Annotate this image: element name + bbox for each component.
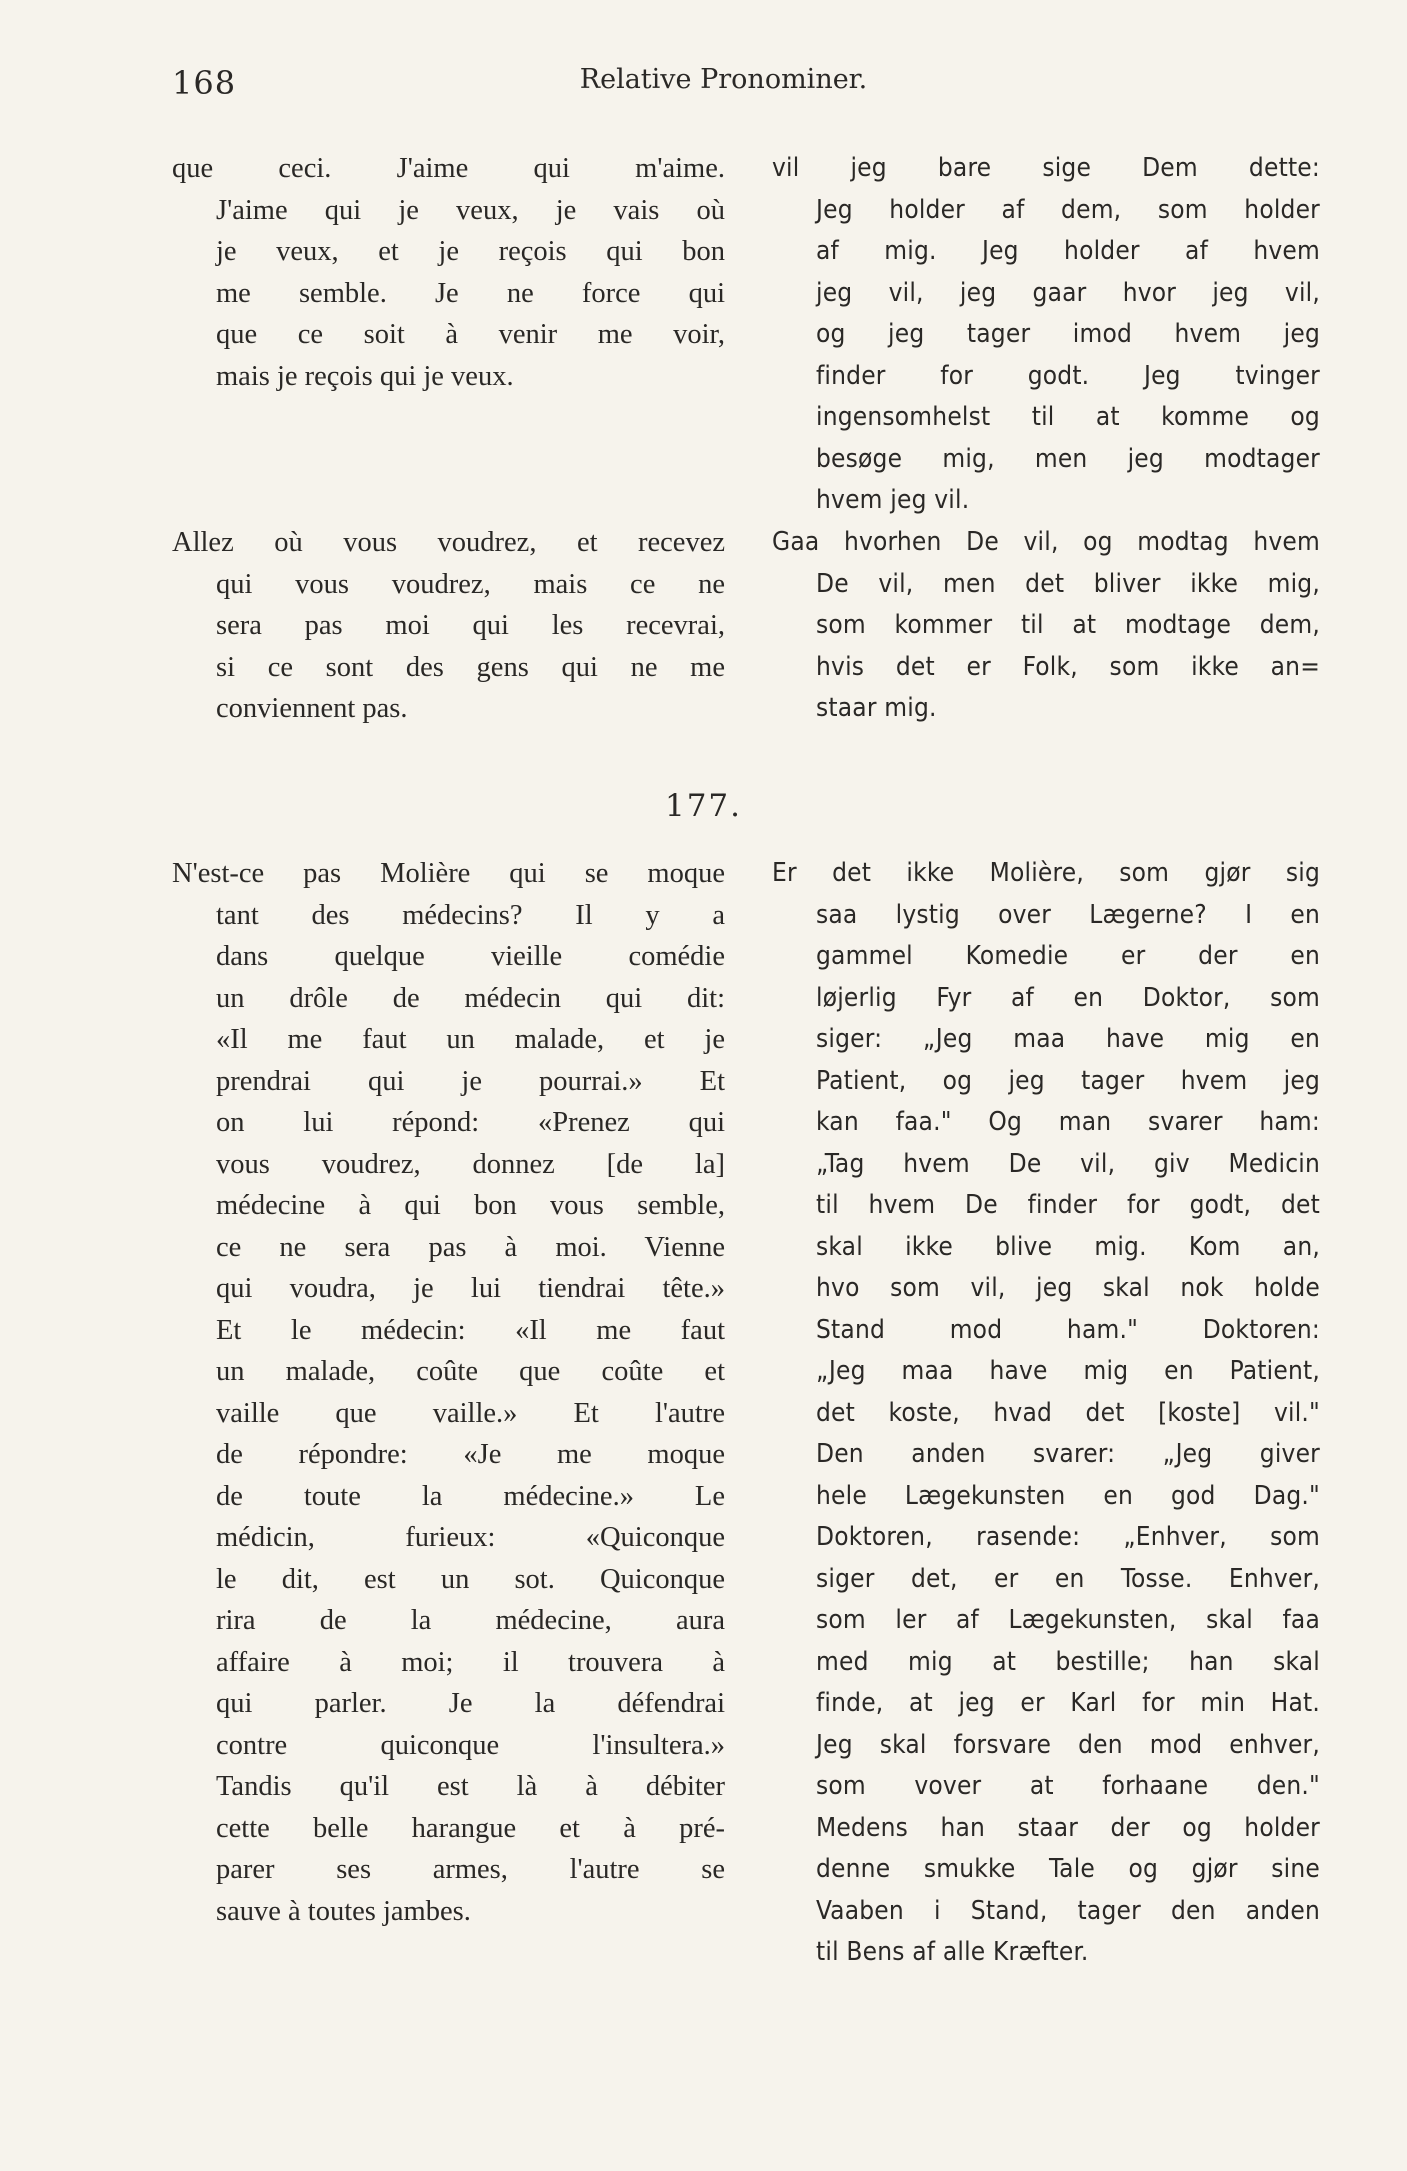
text-line: ingensomhelst til at komme og: [816, 402, 1320, 432]
text-line: contre quiconque l'insultera.»: [216, 1729, 725, 1761]
text-line: finde, at jeg er Karl for min Hat.: [816, 1688, 1320, 1718]
text-line: mais je reçois qui je veux.: [216, 360, 514, 392]
text-line: médicin, furieux: «Quiconque: [216, 1522, 725, 1553]
text-line: Stand mod ham." Doktoren:: [816, 1314, 1320, 1345]
text-line: som vover at forhaane den.": [816, 1771, 1320, 1801]
text-line: „Jeg maa have mig en Patient,: [816, 1356, 1320, 1386]
text-line: qui vous voudrez, mais ce ne: [216, 568, 725, 600]
text-line: kan faa." Og man svarer ham:: [816, 1107, 1320, 1137]
text-line: le dit, est un sot. Quiconque: [216, 1563, 725, 1595]
text-line: Doktoren, rasende: „Enhver, som: [816, 1522, 1320, 1552]
text-line: det koste, hvad det [koste] vil.": [816, 1397, 1320, 1428]
text-line: løjerlig Fyr af en Doktor, som: [816, 982, 1320, 1013]
text-line: som kommer til at modtage dem,: [816, 610, 1320, 640]
danish-paragraph-2: [772, 522, 1320, 730]
text-line: J'aime qui je veux, je vais où: [216, 194, 725, 226]
text-line: finder for godt. Jeg tvinger: [816, 360, 1320, 391]
text-line: besøge mig, men jeg modtager: [816, 443, 1320, 474]
text-line: De vil, men det bliver ikke mig,: [816, 568, 1320, 599]
text-line: gammel Komedie er der en: [816, 941, 1320, 971]
text-line: sera pas moi qui les recevrai,: [216, 610, 725, 641]
text-line: de toute la médecine.» Le: [216, 1480, 725, 1512]
text-line: dans quelque vieille comédie: [216, 941, 725, 972]
text-line: hvis det er Folk, som ikke an=: [816, 651, 1320, 682]
text-line: Et le médecin: «Il me faut: [216, 1314, 725, 1346]
text-line: vous voudrez, donnez [de la]: [216, 1148, 725, 1180]
text-line: si ce sont des gens qui ne me: [216, 651, 725, 683]
text-line: til Bens af alle Kræfter.: [816, 1937, 1089, 1967]
text-line: og jeg tager imod hvem jeg: [816, 319, 1320, 349]
text-line: saa lystig over Lægerne? I en: [816, 899, 1320, 930]
text-line: Medens han staar der og holder: [816, 1812, 1320, 1843]
text-line: sauve à toutes jambes.: [216, 1895, 471, 1927]
text-line: skal ikke blive mig. Kom an,: [816, 1231, 1320, 1262]
text-line: un drôle de médecin qui dit:: [216, 982, 725, 1014]
text-line: Jeg skal forsvare den mod enhver,: [816, 1729, 1320, 1760]
text-line: Gaa hvorhen De vil, og modtag hvem: [772, 527, 1320, 557]
text-line: conviennent pas.: [216, 693, 408, 724]
text-line: un malade, coûte que coûte et: [216, 1356, 725, 1387]
text-line: «Il me faut un malade, et je: [216, 1024, 725, 1055]
text-line: „Tag hvem De vil, giv Medicin: [816, 1148, 1320, 1179]
text-line: on lui répond: «Prenez qui: [216, 1107, 725, 1138]
text-line: parer ses armes, l'autre se: [216, 1854, 725, 1885]
text-line: Er det ikke Molière, som gjør sig: [772, 858, 1320, 888]
text-line: Den anden svarer: „Jeg giver: [816, 1439, 1320, 1469]
section-number: 177.: [664, 788, 743, 824]
text-line: affaire à moi; il trouvera à: [216, 1646, 725, 1678]
text-line: Tandis qu'il est là à débiter: [216, 1771, 725, 1802]
text-line: rira de la médecine, aura: [216, 1605, 725, 1636]
text-line: que ce soit à venir me voir,: [216, 319, 725, 350]
text-line: médecine à qui bon vous semble,: [216, 1190, 725, 1221]
text-line: hele Lægekunsten en god Dag.": [816, 1480, 1320, 1511]
text-line: til hvem De finder for godt, det: [816, 1190, 1320, 1220]
text-line: qui voudra, je lui tiendrai tête.»: [216, 1273, 725, 1304]
text-line: Allez où vous voudrez, et recevez: [172, 527, 725, 558]
text-line: que ceci. J'aime qui m'aime.: [172, 153, 725, 184]
text-line: staar mig.: [816, 693, 937, 723]
text-line: hvo som vil, jeg skal nok holde: [816, 1273, 1320, 1303]
text-line: hvem jeg vil.: [816, 485, 970, 515]
danish-paragraph-3: [772, 853, 1320, 1974]
text-line: Vaaben i Stand, tager den anden: [816, 1895, 1320, 1926]
text-line: me semble. Je ne force qui: [216, 277, 725, 309]
text-line: med mig at bestille; han skal: [816, 1646, 1320, 1677]
text-line: Patient, og jeg tager hvem jeg: [816, 1065, 1320, 1096]
text-line: denne smukke Tale og gjør sine: [816, 1854, 1320, 1884]
french-paragraph-3: [172, 853, 725, 1932]
text-line: siger: „Jeg maa have mig en: [816, 1024, 1320, 1054]
text-line: N'est-ce pas Molière qui se moque: [172, 858, 725, 889]
page-number: 168: [172, 64, 237, 102]
text-line: ce ne sera pas à moi. Vienne: [216, 1231, 725, 1263]
running-title: Relative Pronominer.: [579, 64, 868, 95]
text-line: som ler af Lægekunsten, skal faa: [816, 1605, 1320, 1635]
text-line: vaille que vaille.» Et l'autre: [216, 1397, 725, 1429]
text-line: je veux, et je reçois qui bon: [216, 236, 725, 267]
text-line: Jeg holder af dem, som holder: [816, 194, 1320, 225]
french-paragraph-1: [172, 148, 725, 397]
text-line: tant des médecins? Il y a: [216, 899, 725, 931]
french-paragraph-2: [172, 522, 725, 730]
text-line: prendrai qui je pourrai.» Et: [216, 1065, 725, 1097]
text-line: vil jeg bare sige Dem dette:: [772, 153, 1320, 183]
text-line: qui parler. Je la défendrai: [216, 1688, 725, 1719]
text-line: de répondre: «Je me moque: [216, 1439, 725, 1470]
text-line: siger det, er en Tosse. Enhver,: [816, 1563, 1320, 1594]
text-line: af mig. Jeg holder af hvem: [816, 236, 1320, 266]
danish-paragraph-1: [772, 148, 1320, 522]
text-line: cette belle harangue et à pré-: [216, 1812, 725, 1844]
text-line: jeg vil, jeg gaar hvor jeg vil,: [816, 277, 1320, 308]
